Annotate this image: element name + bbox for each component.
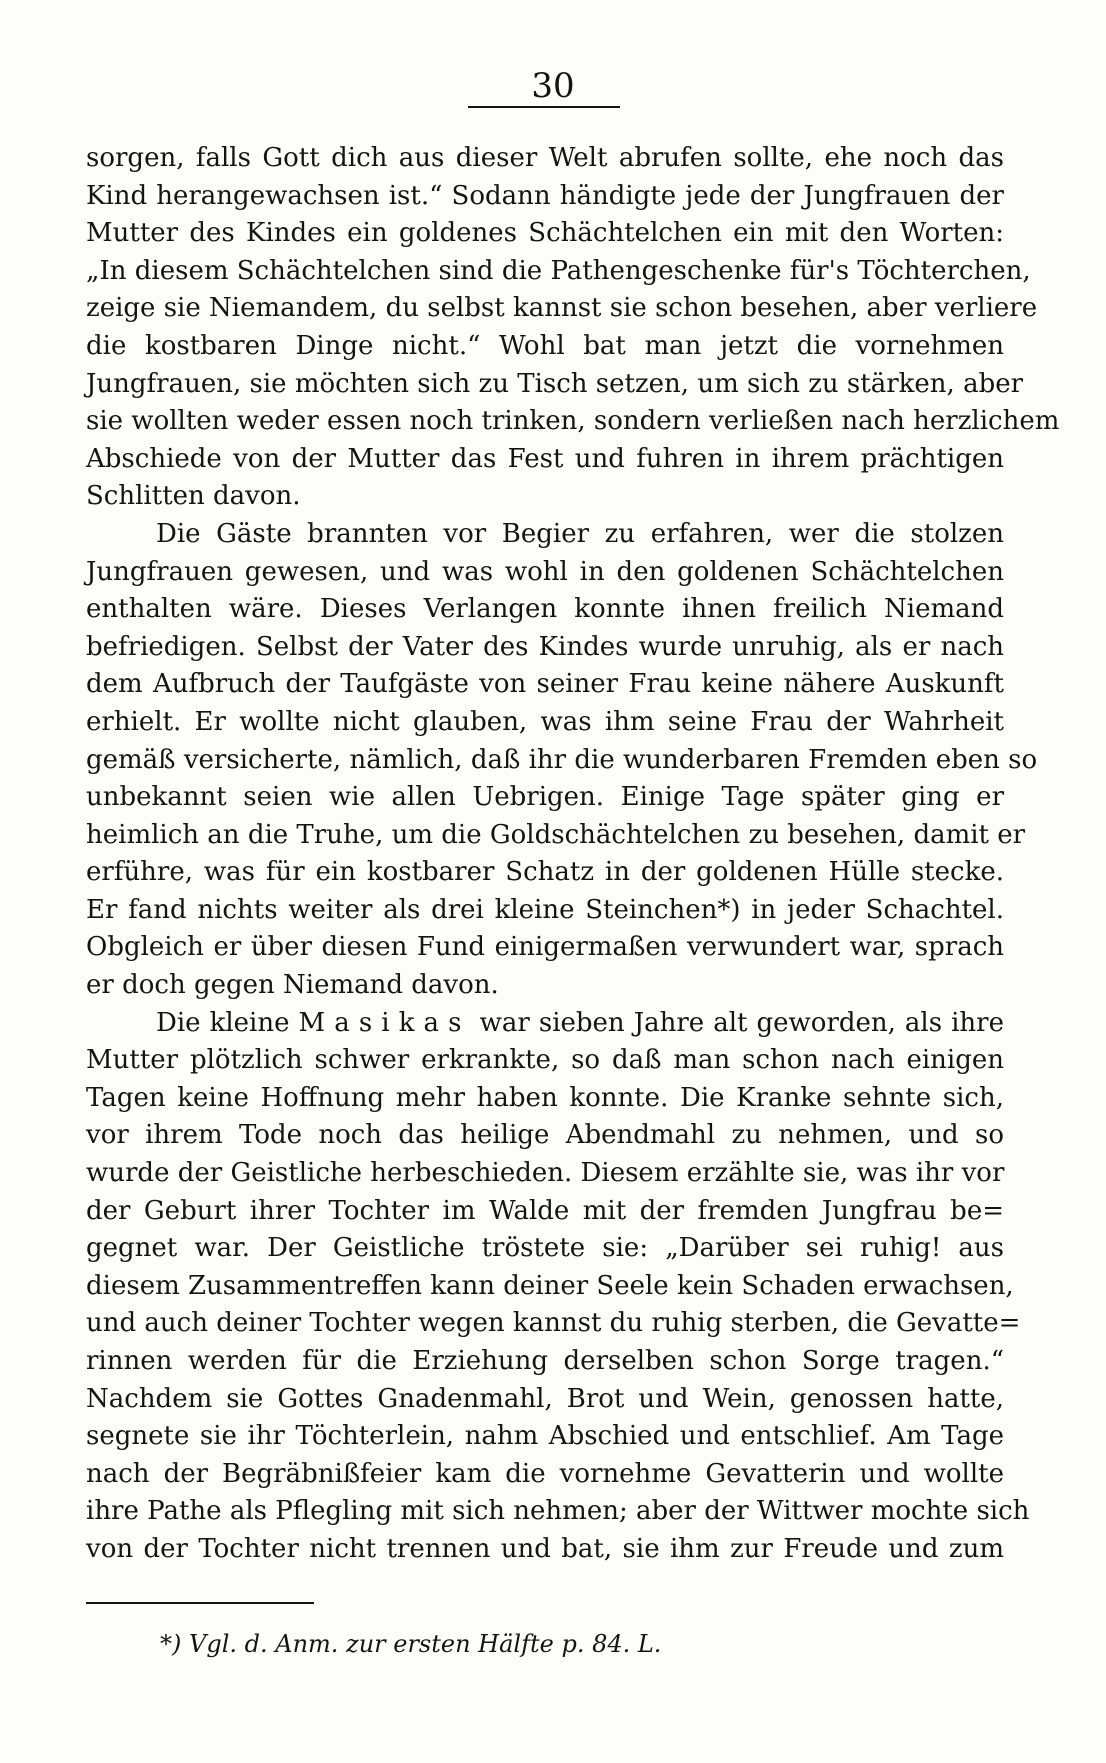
text-line: ihre Pathe als Pflegling mit sich nehmen; aber der Wittwer mochte sich: [86, 1496, 1030, 1527]
text-line: segnete sie ihr Töchterlein, nahm Abschied und entschlief. Am Tage: [86, 1421, 1004, 1452]
text-line: Kind herangewachsen ist.“ Sodann händigte jede der Jungfrauen der: [86, 180, 1004, 211]
text-line: Nachdem sie Gottes Gnadenmahl, Brot und Wein, genossen hatte,: [86, 1383, 1004, 1414]
text-line: die kostbaren Dinge nicht.“ Wohl bat man jetzt die vornehmen: [86, 330, 1004, 361]
text-line: erhielt. Er wollte nicht glauben, was ihm seine Frau der Wahrheit: [86, 706, 1004, 737]
text-line: „In diesem Schächtelchen sind die Pathengeschenke für's Töchterchen,: [86, 255, 1031, 286]
text-line: Tagen keine Hoffnung mehr haben konnte. Die Kranke sehnte sich,: [86, 1082, 1004, 1113]
text-line: Die Gäste brannten vor Begier zu erfahren, wer die stolzen: [156, 518, 1004, 549]
text-line: enthalten wäre. Dieses Verlangen konnte ihnen freilich Niemand: [86, 594, 1004, 625]
text-line: vor ihrem Tode noch das heilige Abendmahl zu nehmen, und so: [86, 1120, 1004, 1151]
text-line: befriedigen. Selbst der Vater des Kindes wurde unruhig, als er nach: [86, 631, 1004, 662]
footnote-rule: [86, 1602, 314, 1604]
header-rule: [468, 106, 620, 108]
text-line: Obgleich er über diesen Fund einigermaßen verwundert war, sprach: [86, 932, 1004, 963]
text-line: Schlitten davon.: [86, 481, 301, 512]
text-line: zeige sie Niemandem, du selbst kannst sie schon besehen, aber verliere: [86, 293, 1038, 324]
text-line: Abschiede von der Mutter das Fest und fuhren in ihrem prächtigen: [86, 443, 1004, 474]
text-line: Mutter des Kindes ein goldenes Schächtelchen ein mit den Worten:: [86, 218, 1004, 249]
text-line: und auch deiner Tochter wegen kannst du ruhig sterben, die Gevatte=: [86, 1308, 1021, 1339]
text-line: dem Aufbruch der Taufgäste von seiner Frau keine nähere Auskunft: [86, 669, 1004, 700]
text-line: Er fand nichts weiter als drei kleine Steinchen*) in jeder Schachtel.: [86, 894, 1004, 925]
line-rest: war sieben Jahre alt geworden, als ihre: [479, 1007, 1004, 1038]
text-line: diesem Zusammentreffen kann deiner Seele kein Schaden erwachsen,: [86, 1270, 1014, 1301]
text-line: [86, 1005, 1004, 1043]
text-line: nach der Begräbnißfeier kam die vornehme Gevatterin und wollte: [86, 1458, 1004, 1489]
text-line: unbekannt seien wie allen Uebrigen. Einige Tage später ging er: [86, 782, 1004, 813]
body-text: [86, 140, 1060, 1569]
text-line: gemäß versicherte, nämlich, daß ihr die wunderbaren Fremden eben so: [86, 744, 1038, 775]
footnote: *) Vgl. d. Anm. zur ersten Hälfte p. 84. L.: [160, 1630, 662, 1658]
page-number: 30: [531, 66, 575, 106]
text-line: rinnen werden für die Erziehung derselben schon Sorge tragen.“: [86, 1346, 1004, 1376]
text-line: Jungfrauen, sie möchten sich zu Tisch setzen, um sich zu stärken, aber: [86, 368, 1024, 399]
character-name: Masikas: [298, 1007, 471, 1038]
line-lead: Die kleine: [156, 1007, 290, 1038]
text-line: Jungfrauen gewesen, und was wohl in den goldenen Schächtelchen: [86, 556, 1004, 587]
text-line: er doch gegen Niemand davon.: [86, 970, 499, 1001]
text-line: gegnet war. Der Geistliche tröstete sie: „Darüber sei ruhig! aus: [86, 1233, 1004, 1264]
text-line: heimlich an die Truhe, um die Goldschächtelchen zu besehen, damit er: [86, 819, 1026, 850]
text-line: von der Tochter nicht trennen und bat, sie ihm zur Freude und zum: [86, 1533, 1004, 1564]
text-line: der Geburt ihrer Tochter im Walde mit der fremden Jungfrau be=: [86, 1195, 1004, 1226]
text-line: sorgen, falls Gott dich aus dieser Welt abrufen sollte, ehe noch das: [86, 143, 1004, 173]
text-line: wurde der Geistliche herbeschieden. Diesem erzählte sie, was ihr vor: [86, 1158, 1005, 1189]
text-line: erführe, was für ein kostbarer Schatz in der goldenen Hülle stecke.: [86, 857, 1004, 888]
text-line: Mutter plötzlich schwer erkrankte, so daß man schon nach einigen: [86, 1045, 1004, 1076]
text-line: sie wollten weder essen noch trinken, sondern verließen nach herzlichem: [86, 406, 1060, 437]
